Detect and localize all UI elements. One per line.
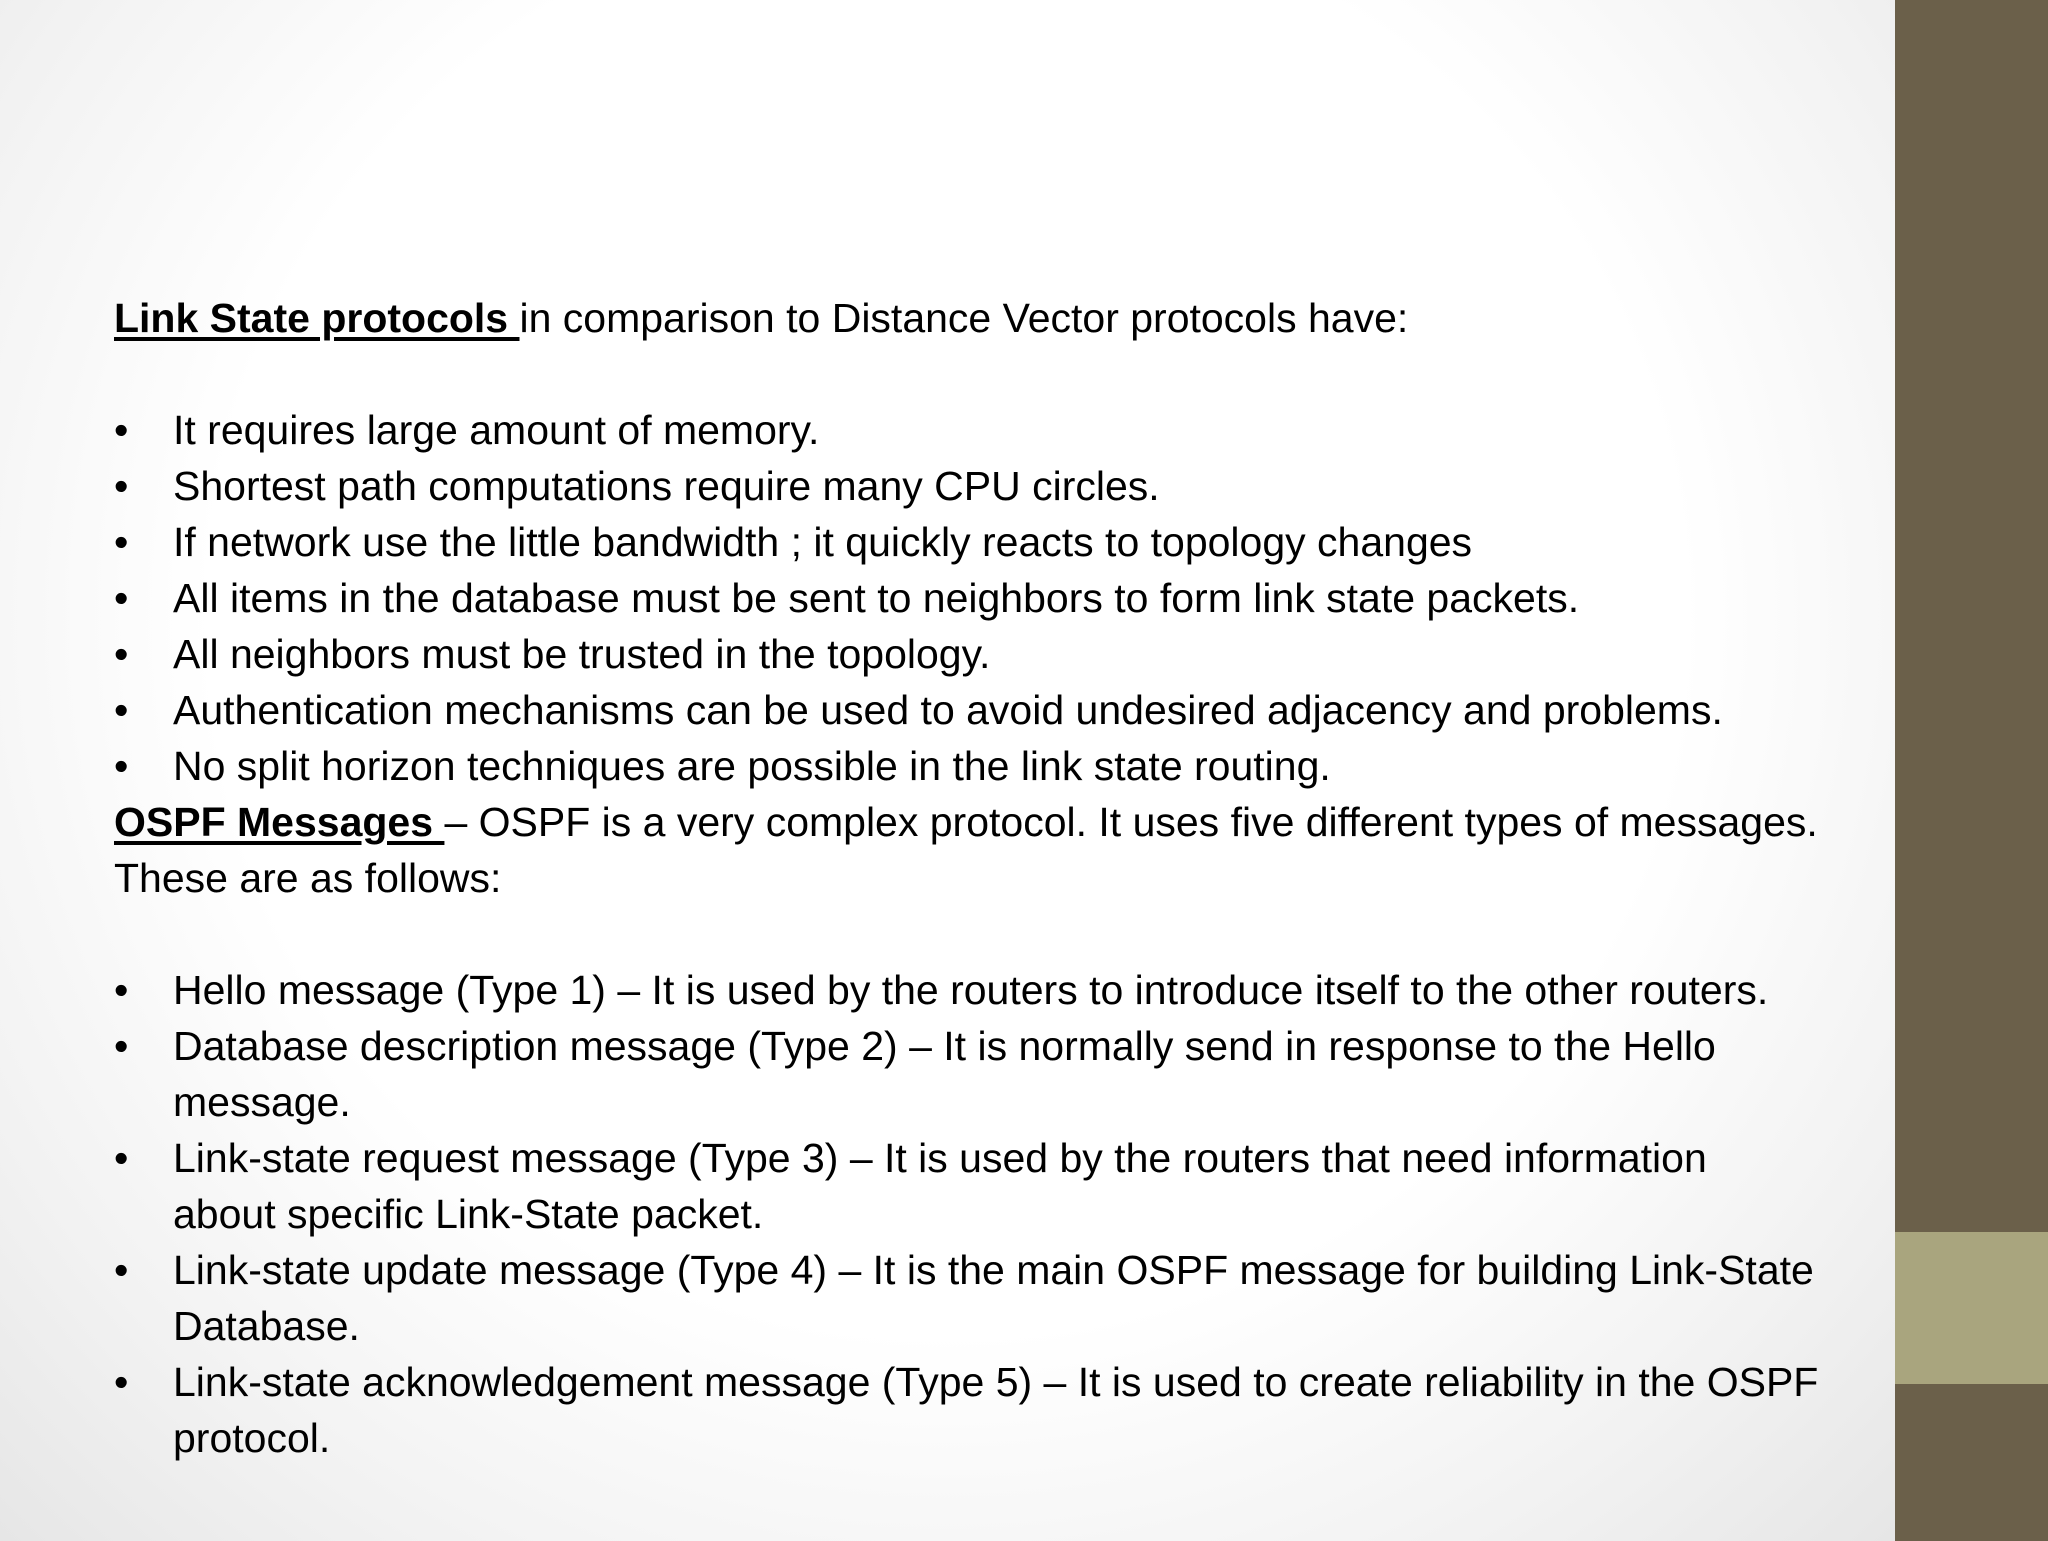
bullet-icon: • <box>114 575 129 621</box>
bullet-icon: • <box>114 687 129 733</box>
section1-intro: in comparison to Distance Vector protocols have: <box>519 295 1409 341</box>
bullet-icon: • <box>114 519 129 565</box>
bullet-icon: • <box>114 743 129 789</box>
list-item: • If network use the little bandwidth ; it quickly reacts to topology changes <box>114 514 1884 570</box>
bullet-icon: • <box>114 967 129 1013</box>
list-item: • Link-state request message (Type 3) – It is used by the routers that need information about specific Link-State packet. <box>114 1130 1884 1242</box>
list-item: • Link-state acknowledgement message (Type 5) – It is used to create reliability in the OSPF protocol. <box>114 1354 1884 1466</box>
list-item: • Authentication mechanisms can be used to avoid undesired adjacency and problems. <box>114 682 1884 738</box>
bullet-icon: • <box>114 1023 129 1069</box>
list-item: • All neighbors must be trusted in the topology. <box>114 626 1884 682</box>
bullet-icon: • <box>114 407 129 453</box>
list-item: • No split horizon techniques are possible in the link state routing. <box>114 738 1884 794</box>
link-state-heading: Link State protocols <box>114 295 520 341</box>
list-item: • Shortest path computations require many CPU circles. <box>114 458 1884 514</box>
bullet-icon: • <box>114 463 129 509</box>
section2-intro-line <box>114 794 1884 850</box>
bullet-icon: • <box>114 1135 129 1181</box>
side-accent-block <box>1895 1232 2048 1384</box>
bullet-icon: • <box>114 1359 129 1405</box>
link-state-bullet-list <box>114 402 1884 794</box>
slide-content <box>114 290 1884 1466</box>
list-item: • Hello message (Type 1) – It is used by the routers to introduce itself to the other routers. <box>114 962 1884 1018</box>
ospf-messages-heading: OSPF Messages <box>114 799 445 845</box>
list-item: • Database description message (Type 2) – It is normally send in response to the Hello message. <box>114 1018 1884 1130</box>
bullet-icon: • <box>114 631 129 677</box>
section2-intro: – OSPF is a very complex protocol. It uses five different types of messages. <box>444 799 1818 845</box>
section1-intro-line <box>114 290 1884 346</box>
list-item: • It requires large amount of memory. <box>114 402 1884 458</box>
ospf-message-bullet-list <box>114 962 1884 1466</box>
list-item: • All items in the database must be sent to neighbors to form link state packets. <box>114 570 1884 626</box>
list-item: • Link-state update message (Type 4) – It is the main OSPF message for building Link-State Database. <box>114 1242 1884 1354</box>
section2-intro-cont: These are as follows: <box>114 855 502 901</box>
bullet-icon: • <box>114 1247 129 1293</box>
